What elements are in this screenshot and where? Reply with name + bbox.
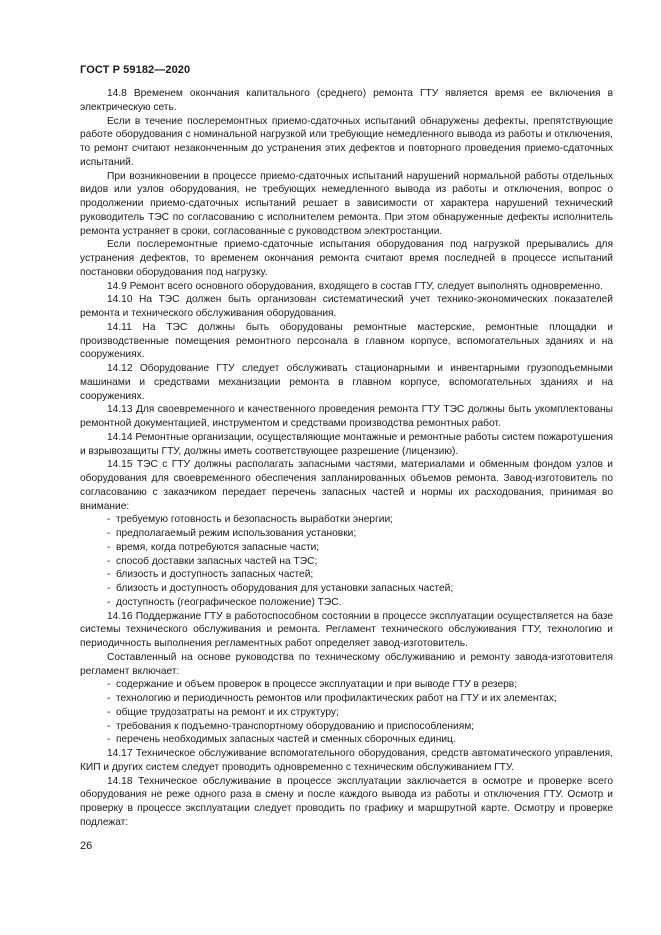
paragraph-14-15: 14.15 ТЭС с ГТУ должны располагать запасными частями, материалами и обменным фондом узлов и оборудования для своевременного обеспечения запланированных объемов ремонта. Завод-изготовитель по согласованию с заказчиком передает перечень запасных частей и нормы их расходования, принимая во внимание: [80, 459, 613, 512]
paragraph-violations: При возникновении в процессе приемо-сдаточных испытаний нарушений нормальной работы отдельных видов или узлов оборудования, не требующих немедленного вывода из работы и отключения, вопрос о продолжении приемо-сдаточных испытаний решает в зависимости от характера нарушений технический руководитель ТЭС по согласованию с исполнителем ремонта. При этом обнаруженные дефекты исполнитель ремонта устраняет в сроки, согласованные с руководством электростанции. [80, 170, 613, 237]
list-item [80, 692, 613, 706]
list-item [80, 596, 613, 610]
list-item [80, 568, 613, 582]
list-dash: - [107, 693, 111, 704]
list-dash: - [107, 583, 111, 594]
list-item-text: время, когда потребуются запасные части; [116, 541, 320, 553]
regulation-list [80, 678, 613, 747]
list-dash: - [107, 528, 111, 539]
list-item [80, 678, 613, 692]
paragraph-14-18: 14.18 Техническое обслуживание в процессе эксплуатации заключается в осмотре и проверке всего оборудования не реже одного раза в смену и после каждого вывода из работы и отключения ГТУ. Осмотр и проверку в процессе эксплуатации следует проводить по графику и маршрутной карте. Осмотру и проверке подлежат: [80, 775, 613, 828]
standard-header: ГОСТ Р 59182—2020 [80, 64, 191, 76]
list-item-text: доступность (географическое положение) ТЭС. [116, 596, 342, 608]
page-number: 26 [80, 840, 93, 852]
paragraph-14-16: 14.16 Поддержание ГТУ в работоспособном состоянии в процессе эксплуатации осуществляется на базе системы технического обслуживания и ремонта. Регламент технического обслуживания ГТУ, технологию и периодичность выполнения регламентных работ определяет завод-изготовитель. [80, 610, 613, 649]
list-dash: - [107, 555, 111, 567]
paragraph-14-9: 14.9 Ремонт всего основного оборудования, входящего в состав ГТУ, следует выполнять одновременно. [107, 280, 603, 292]
list-item [80, 733, 613, 747]
paragraph-14-12: 14.12 Оборудование ГТУ следует обслуживать стационарными и инвентарными грузоподъемными машинами и средствами механизации ремонта в главном корпусе, вспомогательных зданиях и на сооружениях. [80, 363, 613, 402]
document-body [80, 87, 613, 830]
list-item-text: требуемую готовность и безопасность выработки энергии; [116, 514, 394, 526]
list-item [80, 582, 613, 596]
paragraph-14-17: 14.17 Техническое обслуживание вспомогательного оборудования, средств автоматического управления, КИП и других систем следует проводить одновременно с техническим обслуживанием ГТУ. [80, 748, 613, 773]
paragraph-14-11: 14.11 На ТЭС должны быть оборудованы ремонтные мастерские, ремонтные площадки и производственные помещения ремонтного персонала в главном корпусе, вспомогательных зданиях и на сооружениях. [80, 321, 613, 361]
list-dash: - [107, 720, 111, 732]
list-item [80, 706, 613, 720]
list-item-text: общие трудозатраты на ремонт и их структуру; [116, 706, 339, 718]
paragraph-14-10: 14.10 На ТЭС должен быть организован систематический учет технико-экономических показателей ремонта и технического обслуживания оборудования. [80, 294, 613, 319]
list-dash: - [107, 734, 111, 746]
list-item-text: близость и доступность запасных частей; [116, 569, 314, 581]
spare-parts-list [80, 513, 613, 609]
list-item [80, 541, 613, 555]
list-item-text: технологию и периодичность ремонтов или профилактических работ на ГТУ и их элементах; [116, 693, 557, 704]
list-item-text: предполагаемый режим использования установки; [116, 528, 357, 539]
list-item [80, 720, 613, 734]
paragraph-14-13: 14.13 Для своевременного и качественного проведения ремонта ГТУ ТЭС должны быть укомплектованы ремонтной документацией, инструментом и средствами производства ремонтных работ. [80, 404, 613, 429]
list-item-text: перечень необходимых запасных частей и сменных сборочных единиц. [116, 734, 456, 746]
paragraph-regulation-intro: Составленный на основе руководства по техническому обслуживанию и ремонту завода-изготовителя регламент включает: [80, 651, 613, 677]
paragraph-interrupted-tests: Если послеремонтные приемо-сдаточные испытания оборудования под нагрузкой прерывались для устранения дефектов, то временем окончания ремонта считают время последней в процессе испытаний постановки оборудования под нагрузку. [80, 239, 613, 278]
list-item-text: содержание и объем проверок в процессе эксплуатации и при выводе ГТУ в резерв; [116, 679, 518, 691]
paragraph-defects: Если в течение послеремонтных приемо-сдаточных испытаний обнаружены дефекты, препятствующие работе оборудования с номинальной нагрузкой или требующие немедленного вывода из работы и отключения, то ремонт считают незаконченным до устранения этих дефектов и повторного проведения приемо-сдаточных испытаний. [80, 115, 613, 168]
list-item [80, 513, 613, 527]
list-dash: - [107, 706, 111, 718]
list-item [80, 527, 613, 541]
list-dash: - [107, 569, 111, 581]
paragraph-14-8: 14.8 Временем окончания капитального (среднего) ремонта ГТУ является время ее включения в электрическую сеть. [80, 88, 613, 113]
list-item [80, 555, 613, 569]
list-dash: - [107, 541, 111, 553]
paragraph-14-14: 14.14 Ремонтные организации, осуществляющие монтажные и ремонтные работы систем пожаротушения и взрывозащиты ГТУ, должны иметь соответствующее разрешение (лицензию). [80, 431, 613, 457]
list-dash: - [107, 596, 111, 608]
list-dash: - [107, 514, 111, 526]
list-item-text: способ доставки запасных частей на ТЭС; [116, 555, 318, 567]
list-item-text: близость и доступность оборудования для установки запасных частей; [116, 583, 454, 594]
list-item-text: требования к подъемно-транспортному оборудованию и приспособлениям; [116, 720, 475, 732]
list-dash: - [107, 679, 111, 691]
